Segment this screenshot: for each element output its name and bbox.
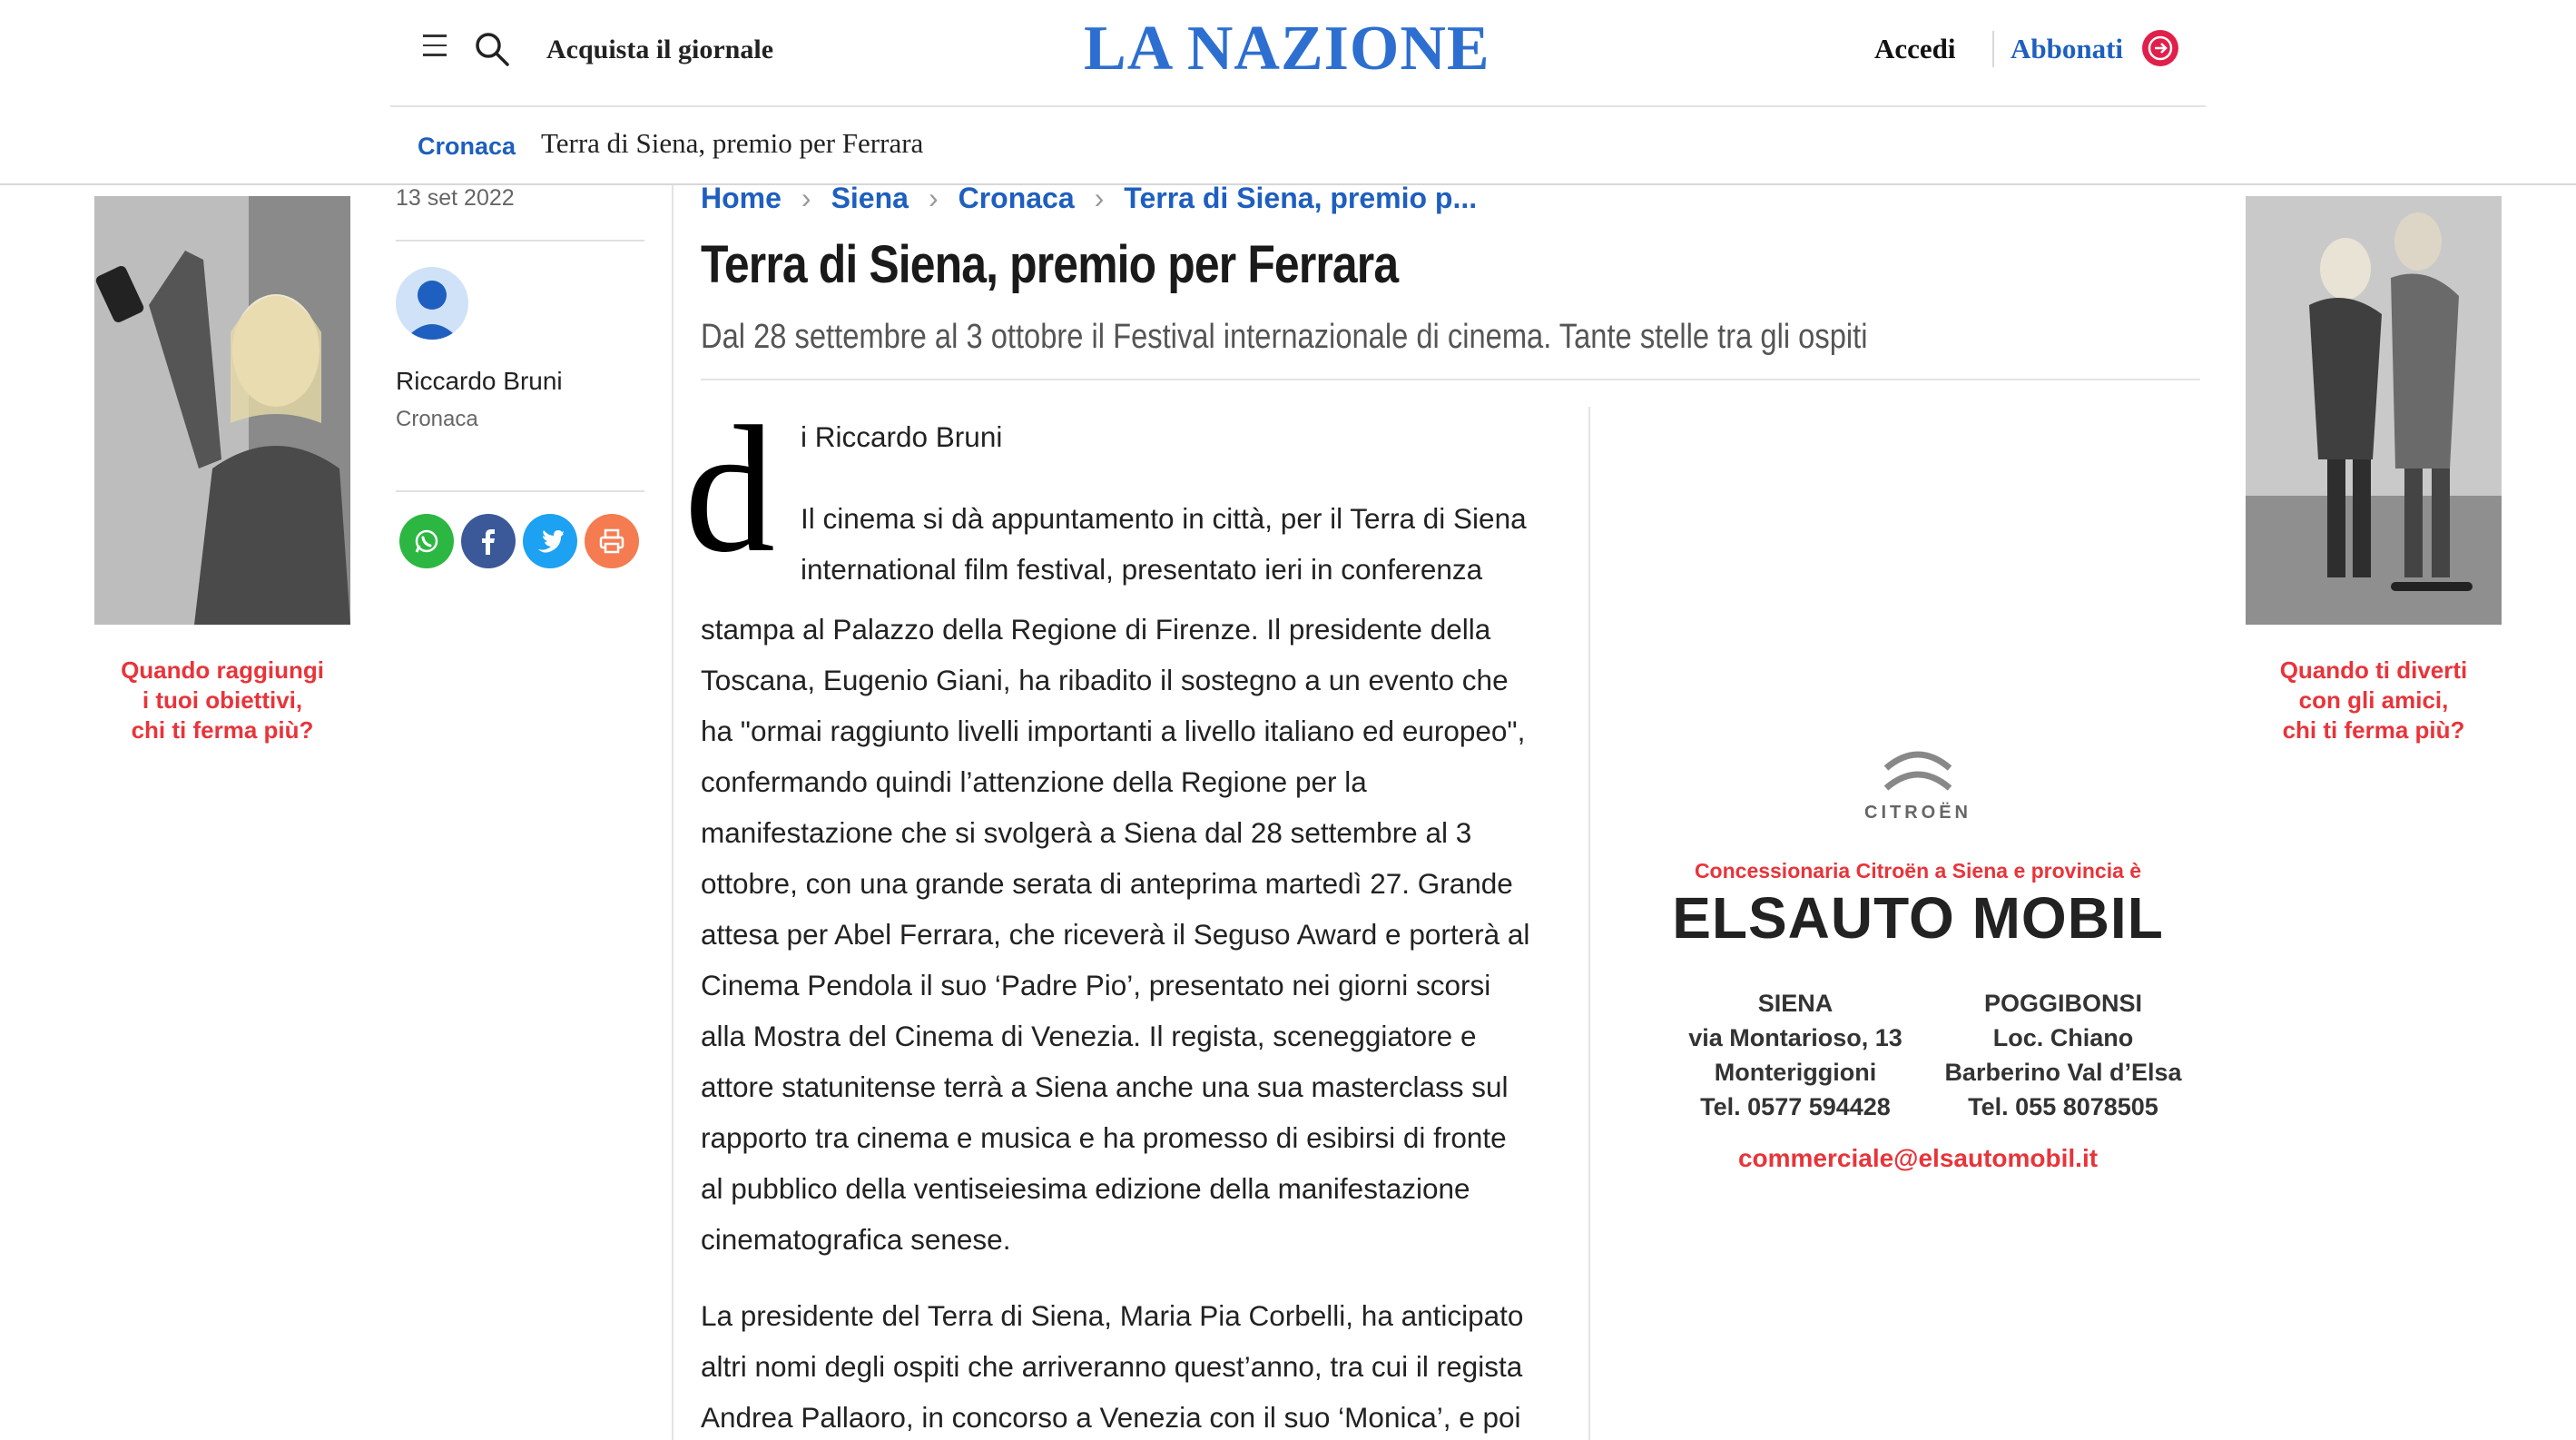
right-side-ad-caption[interactable] xyxy=(2246,656,2502,745)
header-divider xyxy=(1992,31,1994,67)
subscribe-link[interactable]: Abbonati xyxy=(2011,33,2124,64)
ad-line: POGGIBONSI xyxy=(1983,990,2143,1017)
caption-line: Quando raggiungi xyxy=(121,656,324,684)
article-text-line: international film festival, presentato ieri in conferenza xyxy=(801,553,1483,586)
ad-address-siena xyxy=(1659,986,1932,1124)
article-text-line: confermando quindi l’attenzione della Regione per la xyxy=(701,765,1367,798)
article-text-line: Il cinema si dà appuntamento in città, per il Terra di Siena xyxy=(801,502,1527,535)
ad-dealer-name: ELSAUTO MOBIL xyxy=(1672,885,2164,951)
caption-line: chi ti ferma più? xyxy=(2282,716,2465,744)
sticky-subheader xyxy=(0,107,2576,185)
subheader-section-link[interactable]: Cronaca xyxy=(418,133,516,160)
divider xyxy=(396,240,644,242)
article-text-line: Toscana, Eugenio Giani, ha ribadito il sostegno a un evento che xyxy=(701,664,1509,696)
ad-line: Tel. 0577 594428 xyxy=(1700,1093,1891,1120)
author-name[interactable]: Riccardo Bruni xyxy=(396,367,563,395)
left-side-ad-caption[interactable] xyxy=(94,656,350,745)
author-section: Cronaca xyxy=(396,407,478,431)
login-link[interactable]: Accedi xyxy=(1874,33,1956,64)
arrow-right-icon[interactable] xyxy=(2142,30,2178,66)
article-text-line: Andrea Pallaoro, in concorso a Venezia con il suo ‘Monica’, e poi xyxy=(701,1401,1521,1434)
print-icon[interactable] xyxy=(585,514,639,568)
facebook-icon[interactable] xyxy=(461,514,516,568)
ad-line: SIENA xyxy=(1757,990,1834,1017)
article-paragraph xyxy=(701,604,1581,1265)
ad-brand: CITROËN xyxy=(1864,803,1971,823)
article-text-line: cinematografica senese. xyxy=(701,1223,1011,1256)
dealer-advertisement[interactable] xyxy=(1605,726,2231,1198)
article-text-line: La presidente del Terra di Siena, Maria Pia Corbelli, ha anticipato xyxy=(701,1299,1524,1332)
article-title: Terra di Siena, premio per Ferrara xyxy=(701,235,1399,294)
article-text-line: al pubblico della ventiseiesima edizione della manifestazione xyxy=(701,1172,1470,1205)
citroen-logo-icon xyxy=(1877,739,1959,794)
top-header xyxy=(390,0,2206,107)
search-icon[interactable] xyxy=(474,31,510,67)
right-side-ad-image[interactable] xyxy=(2246,196,2502,625)
ad-address-poggibonsi xyxy=(1927,986,2199,1124)
ad-line: Monteriggioni xyxy=(1714,1059,1877,1086)
caption-line: Quando ti diverti xyxy=(2279,656,2468,684)
article-text-line: Cinema Pendola il suo ‘Padre Pio’, presentato nei giorni scorsi xyxy=(701,969,1491,1001)
ad-line: Loc. Chiano xyxy=(1992,1024,2134,1051)
buy-newspaper-link[interactable]: Acquista il giornale xyxy=(546,35,774,64)
ad-line: Barberino Val d’Elsa xyxy=(1944,1059,2182,1086)
article-text-line: attore statunitense terrà a Siena anche una sua masterclass sul xyxy=(701,1070,1509,1103)
article-summary: Dal 28 settembre al 3 ottobre il Festival internazionale di cinema. Tante stelle tra gli ospiti xyxy=(701,318,1868,356)
column-divider xyxy=(672,185,673,1440)
ad-tagline: Concessionaria Citroën a Siena e provincia è xyxy=(1694,859,2142,883)
article-body xyxy=(701,604,1581,1440)
article-paragraph xyxy=(701,1290,1581,1440)
caption-line: chi ti ferma più? xyxy=(131,716,314,744)
whatsapp-icon[interactable] xyxy=(399,514,454,568)
breadcrumb-current[interactable]: Terra di Siena, premio p... xyxy=(1124,182,1478,214)
breadcrumb xyxy=(701,182,1477,215)
divider xyxy=(396,490,644,492)
article-text-line: altri nomi degli ospiti che arriveranno quest’anno, tra cui il regista xyxy=(701,1350,1523,1383)
site-logo[interactable]: LA NAZIONE xyxy=(1084,14,1490,84)
chevron-right-icon: › xyxy=(1094,182,1105,214)
ad-line: via Montarioso, 13 xyxy=(1688,1024,1903,1051)
article-text-line: manifestazione che si svolgerà a Siena dal 28 settembre al 3 xyxy=(701,816,1472,849)
divider xyxy=(701,379,2200,380)
chevron-right-icon: › xyxy=(801,182,811,214)
article-text-line: stampa al Palazzo della Regione di Firenze. Il presidente della xyxy=(701,613,1491,646)
author-avatar-icon[interactable] xyxy=(396,267,468,340)
drop-cap: d xyxy=(684,390,775,590)
caption-line: i tuoi obiettivi, xyxy=(142,686,303,714)
article-text-line: ottobre, con una grande serata di anteprima martedì 27. Grande xyxy=(701,867,1513,900)
caption-line: con gli amici, xyxy=(2298,686,2449,714)
article-text-line: attesa per Abel Ferrara, che riceverà il Seguso Award e porterà al xyxy=(701,918,1530,951)
article-text-line: rapporto tra cinema e musica e ha promesso di esibirsi di fronte xyxy=(701,1121,1507,1154)
breadcrumb-cronaca[interactable]: Cronaca xyxy=(958,182,1075,214)
ad-email[interactable]: commerciale@elsautomobil.it xyxy=(1737,1144,2099,1172)
chevron-right-icon: › xyxy=(928,182,939,214)
breadcrumb-siena[interactable]: Siena xyxy=(831,182,909,214)
ad-line: Tel. 055 8078505 xyxy=(1968,1093,2158,1120)
publish-date: 13 set 2022 xyxy=(396,185,515,211)
menu-icon[interactable] xyxy=(423,35,450,62)
article-text-line: alla Mostra del Cinema di Venezia. Il regista, sceneggiatore e xyxy=(701,1020,1477,1052)
breadcrumb-home[interactable]: Home xyxy=(701,182,782,214)
subheader-article-title: Terra di Siena, premio per Ferrara xyxy=(541,127,924,159)
twitter-icon[interactable] xyxy=(523,514,577,568)
article-text-line: ha "ormai raggiunto livelli importanti a livello italiano ed europeo", xyxy=(701,715,1526,747)
left-side-ad-image[interactable] xyxy=(94,196,350,625)
column-divider xyxy=(1588,407,1590,1440)
article-byline: i Riccardo Bruni xyxy=(801,420,1003,453)
